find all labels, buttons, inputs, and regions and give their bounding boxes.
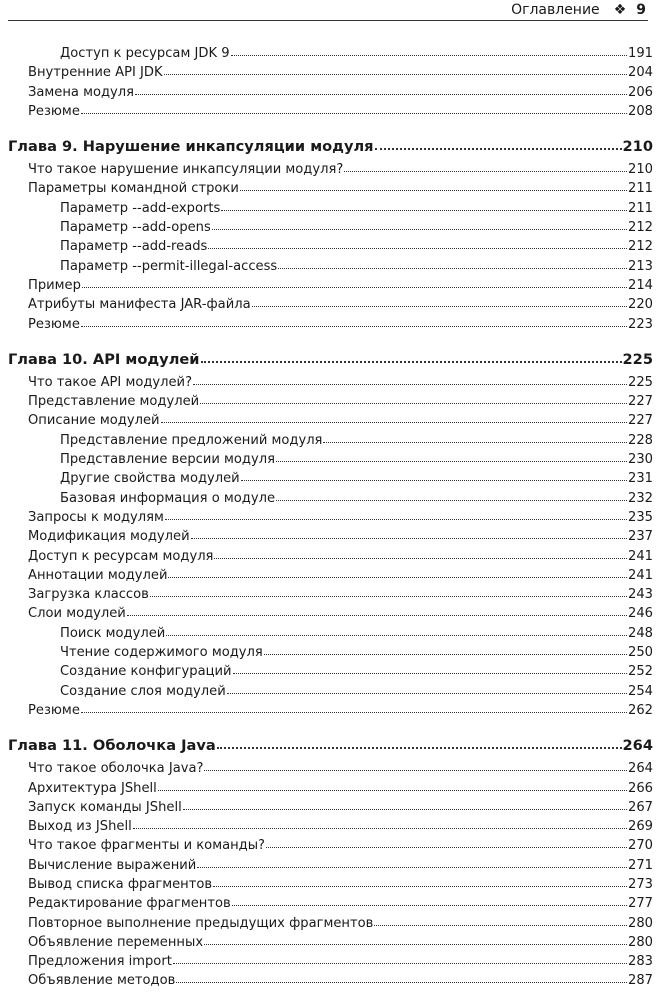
dot-leader [158,789,627,791]
toc-entry-title: Объявление переменных [28,934,204,950]
dot-leader [266,846,627,848]
dot-leader [231,54,627,56]
toc-entry-page: 277 [628,896,653,912]
toc-entry-page: 271 [628,857,653,873]
toc-entry[interactable] [8,373,653,392]
toc-entry-page: 228 [628,432,653,448]
toc-entry-title: Запросы к модулям [28,509,164,525]
toc-entry[interactable] [8,662,653,681]
toc-entry-title: Параметры командной строки [28,181,239,197]
dot-leader [227,692,627,694]
toc-entry[interactable] [8,469,653,488]
toc-entry[interactable] [8,933,653,952]
toc-entry-page: 264 [628,761,653,777]
dot-leader [82,286,627,288]
toc-entry-title: Что такое оболочка Java? [28,761,204,777]
toc-entry-page: 287 [628,973,653,989]
toc-entry[interactable] [8,237,653,256]
toc-entry-page: 212 [628,220,653,236]
toc-entry[interactable] [8,836,653,855]
toc-entry-title: Загрузка классов [28,587,149,603]
toc-entry[interactable] [8,971,653,990]
toc-chapter-entry[interactable] [8,134,653,160]
dot-leader [183,808,627,810]
toc-entry-page: 280 [628,915,653,931]
toc-entry-title: Повторное выполнение предыдущих фрагментов [28,915,374,931]
toc-entry[interactable] [8,527,653,546]
dot-leader [214,557,627,559]
table-of-contents [8,44,653,991]
dot-leader [166,634,627,636]
toc-entry[interactable] [8,508,653,527]
toc-entry-title: Параметр --add-exports [60,200,221,216]
toc-entry-title: Другие свойства модулей [60,471,240,487]
toc-entry-title: Создание конфигураций [60,664,232,680]
dot-leader [127,614,627,616]
toc-entry-page: 270 [628,838,653,854]
toc-entry-title: Аннотации модулей [28,567,168,583]
toc-entry-title: Параметр --add-opens [60,220,211,236]
header-title: Оглавление [511,2,600,18]
toc-entry-page: 225 [628,374,653,390]
toc-entry-page: 266 [628,780,653,796]
toc-entry[interactable] [8,585,653,604]
dot-leader [204,769,627,771]
toc-entry[interactable] [8,44,653,63]
toc-entry-page: 210 [622,138,653,156]
dot-leader [164,73,627,75]
dot-leader [193,383,627,385]
dot-leader [135,93,627,95]
toc-entry-title: Резюме [28,103,80,119]
toc-entry-page: 220 [628,297,653,313]
toc-entry-page: 254 [628,683,653,699]
toc-entry-title: Замена модуля [28,84,135,100]
toc-entry-page: 264 [622,737,653,755]
toc-entry-title: Вычисление выражений [28,857,197,873]
dot-leader [264,653,627,655]
toc-entry[interactable] [8,566,653,585]
toc-entry-page: 269 [628,819,653,835]
toc-entry-page: 252 [628,664,653,680]
toc-entry[interactable] [8,894,653,913]
toc-entry[interactable] [8,102,653,121]
toc-entry-page: 211 [628,181,653,197]
toc-entry-title: Резюме [28,702,80,718]
toc-entry-title: Запуск команды JShell [28,799,182,815]
toc-entry-title: Доступ к ресурсам JDK 9 [60,46,230,61]
toc-entry-page: 214 [628,277,653,293]
toc-entry-title: Глава 10. API модулей [8,350,200,368]
toc-entry-page: 230 [628,452,653,468]
toc-entry-page: 206 [628,84,653,100]
dot-leader [200,402,627,404]
toc-entry-page: 243 [628,587,653,603]
header-page-number: 9 [636,2,646,18]
toc-entry-title: Выход из JShell [28,819,132,835]
toc-entry[interactable] [8,759,653,778]
toc-entry-title: Архитектура JShell [28,780,157,796]
dot-leader [173,962,627,964]
toc-entry[interactable] [8,257,653,276]
toc-entry-title: Глава 9. Нарушение инкапсуляции модуля [8,138,374,156]
toc-entry[interactable] [8,315,653,334]
toc-entry[interactable] [8,276,653,295]
toc-entry-title: Что такое нарушение инкапсуляции модуля? [28,162,344,178]
toc-entry-title: Глава 11. Оболочка Java [8,737,216,755]
toc-entry-title: Представление версии модуля [60,452,275,468]
toc-entry-page: 211 [628,200,653,216]
toc-entry-page: 225 [622,350,653,368]
toc-entry-title: Представление предложений модуля [60,432,323,448]
toc-entry-page: 273 [628,876,653,892]
toc-entry-page: 235 [628,509,653,525]
toc-entry-page: 241 [628,567,653,583]
dot-leader [221,209,627,211]
toc-entry-title: Создание слоя модулей [60,683,226,699]
toc-entry-page: 210 [628,162,653,178]
dot-leader [81,325,627,327]
dot-leader [161,421,627,423]
toc-entry[interactable] [8,199,653,218]
toc-entry-title: Модификация модулей [28,529,190,545]
dot-leader [168,576,627,578]
dot-leader [165,518,627,520]
toc-entry[interactable] [8,411,653,430]
dot-leader [276,499,627,501]
toc-entry-title: Описание модулей [28,413,160,429]
toc-entry[interactable] [8,295,653,314]
toc-entry[interactable] [8,63,653,82]
toc-entry[interactable] [8,779,653,798]
toc-chapter-entry[interactable] [8,733,653,759]
toc-entry[interactable] [8,489,653,508]
toc-entry-page: 208 [628,103,653,119]
toc-entry-title: Параметр --add-reads [60,239,208,255]
dot-leader [323,441,627,443]
toc-entry-page: 237 [628,529,653,545]
toc-entry-page: 246 [628,606,653,622]
toc-entry[interactable] [8,83,653,102]
toc-entry-title: Представление модулей [28,394,200,410]
toc-entry-page: 241 [628,548,653,564]
toc-entry-title: Атрибуты манифеста JAR-файла [28,297,251,313]
dot-leader [197,866,627,868]
dot-leader [176,981,627,983]
dot-leader [212,228,627,230]
toc-entry-page: 223 [628,316,653,332]
toc-entry-page: 227 [628,394,653,410]
dot-leader [240,189,627,191]
toc-entry-title: Слои модулей [28,606,126,622]
dot-leader [375,147,622,150]
toc-entry[interactable] [8,547,653,566]
toc-entry[interactable] [8,817,653,836]
toc-entry[interactable] [8,179,653,198]
toc-entry-title: Чтение содержимого модуля [60,645,263,661]
dot-leader [232,904,627,906]
toc-chapter-entry[interactable] [8,347,653,373]
toc-entry-page: 191 [628,46,653,61]
toc-entry-title: Пример [28,277,81,293]
dot-leader [241,479,627,481]
toc-entry[interactable] [8,914,653,933]
dot-leader [81,112,627,114]
toc-entry-page: 204 [628,65,653,81]
toc-entry[interactable] [8,624,653,643]
toc-entry[interactable] [8,856,653,875]
dot-leader [213,885,627,887]
toc-entry-page: 212 [628,239,653,255]
toc-entry-title: Поиск модулей [60,625,166,641]
toc-entry[interactable] [8,701,653,720]
toc-entry[interactable] [8,604,653,623]
toc-entry-title: Резюме [28,316,80,332]
dot-leader [208,247,627,249]
dot-leader [252,305,627,307]
dot-leader [233,672,627,674]
toc-entry-title: Объявление методов [28,973,176,989]
toc-entry-title: Внутренние API JDK [28,65,163,81]
dot-leader [191,537,627,539]
toc-entry-title: Базовая информация о модуле [60,490,275,506]
toc-entry-title: Редактирование фрагментов [28,896,231,912]
dot-leader [344,170,627,172]
toc-entry-title: Предложения import [28,954,172,970]
toc-entry-page: 262 [628,702,653,718]
fleuron-icon: ❖ [613,2,627,18]
toc-entry-page: 227 [628,413,653,429]
toc-entry-page: 283 [628,954,653,970]
toc-entry-title: Вывод списка фрагментов [28,876,213,892]
dot-leader [276,460,627,462]
dot-leader [374,924,627,926]
dot-leader [278,267,627,269]
toc-entry[interactable] [8,875,653,894]
toc-entry-title: Что такое API модулей? [28,374,193,390]
toc-entry-page: 232 [628,490,653,506]
toc-entry-title: Что такое фрагменты и команды? [28,838,265,854]
toc-entry-page: 280 [628,934,653,950]
toc-entry[interactable] [8,682,653,701]
toc-entry-page: 213 [628,258,653,274]
dot-leader [217,746,622,749]
toc-entry-page: 231 [628,471,653,487]
toc-entry[interactable] [8,643,653,662]
toc-entry[interactable] [8,952,653,971]
running-header [8,0,648,21]
toc-entry-page: 250 [628,645,653,661]
toc-entry-title: Доступ к ресурсам модуля [28,548,214,564]
dot-leader [133,827,627,829]
toc-entry-page: 248 [628,625,653,641]
toc-entry[interactable] [8,798,653,817]
dot-leader [150,595,627,597]
toc-entry[interactable] [8,160,653,179]
dot-leader [201,360,622,363]
dot-leader [81,711,627,713]
toc-entry-title: Параметр --permit-illegal-access [60,258,278,274]
toc-entry[interactable] [8,392,653,411]
toc-entry[interactable] [8,218,653,237]
toc-entry[interactable] [8,431,653,450]
toc-entry-page: 267 [628,799,653,815]
toc-entry[interactable] [8,450,653,469]
dot-leader [204,943,627,945]
